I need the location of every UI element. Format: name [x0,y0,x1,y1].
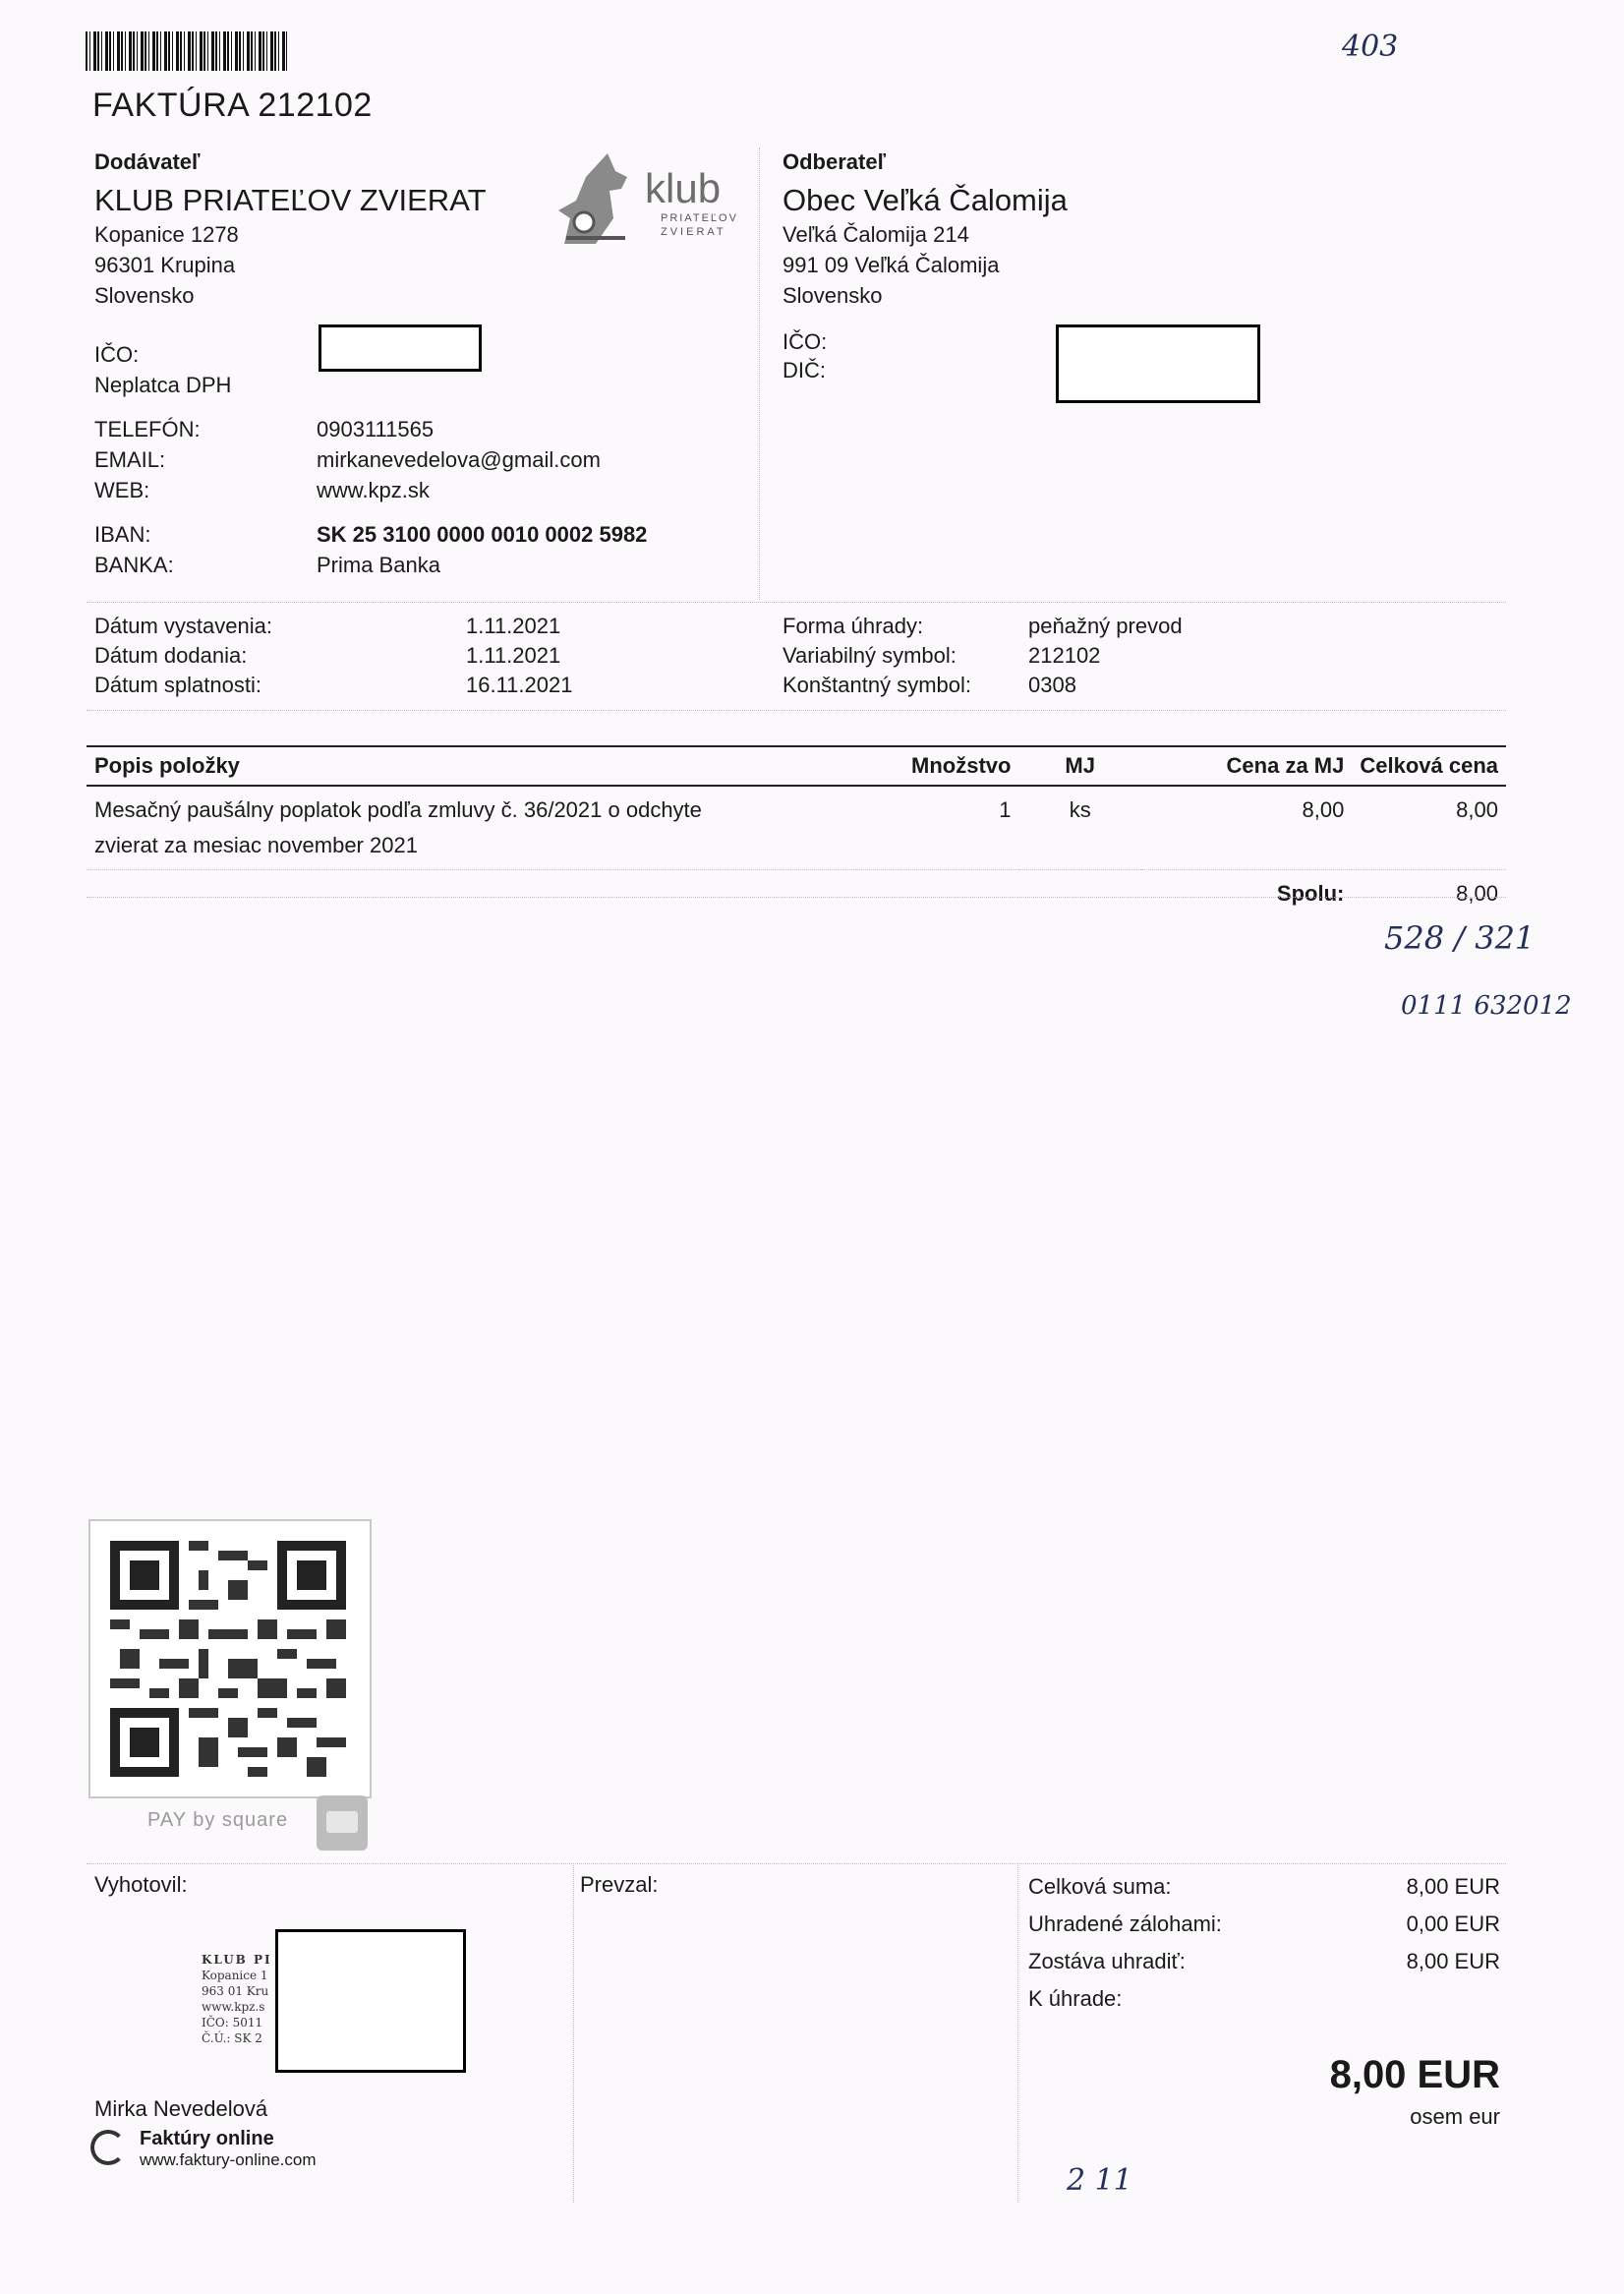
card-icon [317,1795,368,1851]
due-date: 16.11.2021 [466,673,573,697]
advances-label: Uhradené zálohami: [1028,1912,1222,1936]
table-row [87,786,1506,870]
dates-divider [87,710,1506,711]
remaining-label: Zostáva uhradiť: [1028,1949,1186,1973]
supplier-iban-label: IBAN: [94,522,151,547]
company-stamp [202,1952,272,2046]
stamp-line-2: Kopanice 1 [202,1969,268,1982]
item-unit-price: 8,00 [1302,797,1345,822]
issuer-name: Mirka Nevedelová [94,2096,268,2121]
supplier-bank: Prima Banka [317,553,440,577]
customer-dic-label: DIČ: [783,358,826,382]
party-divider [759,147,760,600]
customer-name: Obec Veľká Čalomija [783,183,1068,217]
total-value: 8,00 EUR [1406,1874,1500,1899]
supplier-country: Slovensko [94,283,195,308]
payment-method: peňažný prevod [1028,614,1183,638]
invoice-title: FAKTÚRA 212102 [92,87,373,124]
handwritten-note-1: 528 / 321 [1384,919,1536,957]
col-total-price: Celková cena [1352,746,1506,786]
supplier-web: www.kpz.sk [317,478,430,502]
variable-symbol-label: Variabilný symbol: [783,643,957,668]
amount-in-words: osem eur [1410,2104,1500,2129]
supplier-bank-label: BANKA: [94,553,174,577]
stamp-line-4: www.kpz.s [202,2000,265,2014]
delivery-date: 1.11.2021 [466,643,561,668]
supplier-vat-status: Neplatca DPH [94,373,232,397]
logo-line1: PRIATEĽOV [661,212,738,224]
document-barcode [86,31,287,71]
sum-row [87,870,1506,918]
item-total: 8,00 [1456,797,1498,822]
issue-date: 1.11.2021 [466,614,561,638]
col-quantity: Množstvo [856,746,1018,786]
brand-url: www.faktury-online.com [140,2150,317,2169]
logo-line2: ZVIERAT [661,226,726,238]
supplier-ico-label: IČO: [94,342,140,367]
customer-city: 991 09 Veľká Čalomija [783,253,1000,277]
pay-by-square-qr [88,1519,372,1798]
item-quantity: 1 [999,797,1012,822]
sum-value: 8,00 [1456,881,1498,906]
items-end-divider [87,897,1506,898]
item-description-line1: Mesačný paušálny poplatok podľa zmluvy č. 36/2021 o odchyte [94,797,702,822]
constant-symbol: 0308 [1028,673,1076,697]
qr-code-icon [110,1541,346,1777]
customer-country: Slovensko [783,283,883,308]
handwritten-page-number: 403 [1342,29,1399,64]
supplier-phone-label: TELEFÓN: [94,417,201,441]
supplier-heading: Dodávateľ [94,149,201,174]
items-header-row [87,746,1506,786]
items-table [87,745,1506,917]
supplier-phone: 0903111565 [317,417,435,441]
brand-name: Faktúry online [140,2128,274,2149]
col-unit-price: Cena za MJ [1141,746,1352,786]
item-description-line2: zvierat za mesiac november 2021 [94,833,418,857]
redacted-customer-ids [1056,324,1260,403]
footer-divider-2 [1017,1863,1018,2203]
total-label: Celková suma: [1028,1874,1172,1899]
handwritten-note-3: 2 11 [1067,2163,1132,2198]
dog-logo-icon [556,149,635,248]
stamp-line-6: Č.Ú.: SK 2 [202,2031,262,2045]
col-description: Popis položky [87,746,856,786]
payment-method-label: Forma úhrady: [783,614,924,638]
stamp-line-3: 963 01 Kru [202,1984,269,1998]
to-pay-value: 8,00 EUR [1329,2053,1500,2096]
supplier-web-label: WEB: [94,478,150,502]
supplier-city: 96301 Krupina [94,253,236,277]
redacted-signature [275,1929,466,2073]
variable-symbol: 212102 [1028,643,1101,668]
supplier-name: KLUB PRIATEĽOV ZVIERAT [94,183,487,217]
footer-divider [87,1863,1506,1864]
received-label: Prevzal: [580,1872,659,1897]
supplier-email-label: EMAIL: [94,447,166,472]
sum-label: Spolu: [1276,881,1345,906]
delivery-date-label: Dátum dodania: [94,643,248,668]
issue-date-label: Dátum vystavenia: [94,614,272,638]
constant-symbol-label: Konštantný symbol: [783,673,971,697]
redacted-supplier-ico [319,324,482,372]
qr-caption: PAY by square [147,1809,289,1831]
advances-value: 0,00 EUR [1406,1912,1500,1936]
customer-heading: Odberateľ [783,149,887,174]
col-unit: MJ [1019,746,1141,786]
stamp-line-1: KLUB PI [202,1953,272,1967]
customer-street: Veľká Čalomija 214 [783,222,969,247]
issued-by-label: Vyhotovil: [94,1872,188,1897]
due-date-label: Dátum splatnosti: [94,673,261,697]
logo-word: klub [645,165,722,211]
to-pay-label: K úhrade: [1028,1986,1123,2011]
remaining-value: 8,00 EUR [1406,1949,1500,1973]
supplier-street: Kopanice 1278 [94,222,239,247]
header-divider [87,602,1506,603]
stamp-line-5: IČO: 5011 [202,2016,263,2029]
supplier-email: mirkanevedelova@gmail.com [317,447,601,472]
customer-ico-label: IČO: [783,329,828,354]
item-unit: ks [1069,797,1091,822]
faktury-online-logo-icon [90,2130,126,2165]
footer-divider-1 [573,1863,574,2203]
supplier-iban: SK 25 3100 0000 0010 0002 5982 [317,522,648,547]
handwritten-note-2: 0111 632012 [1401,991,1572,1021]
supplier-logo [556,149,738,248]
item-description [87,786,856,870]
